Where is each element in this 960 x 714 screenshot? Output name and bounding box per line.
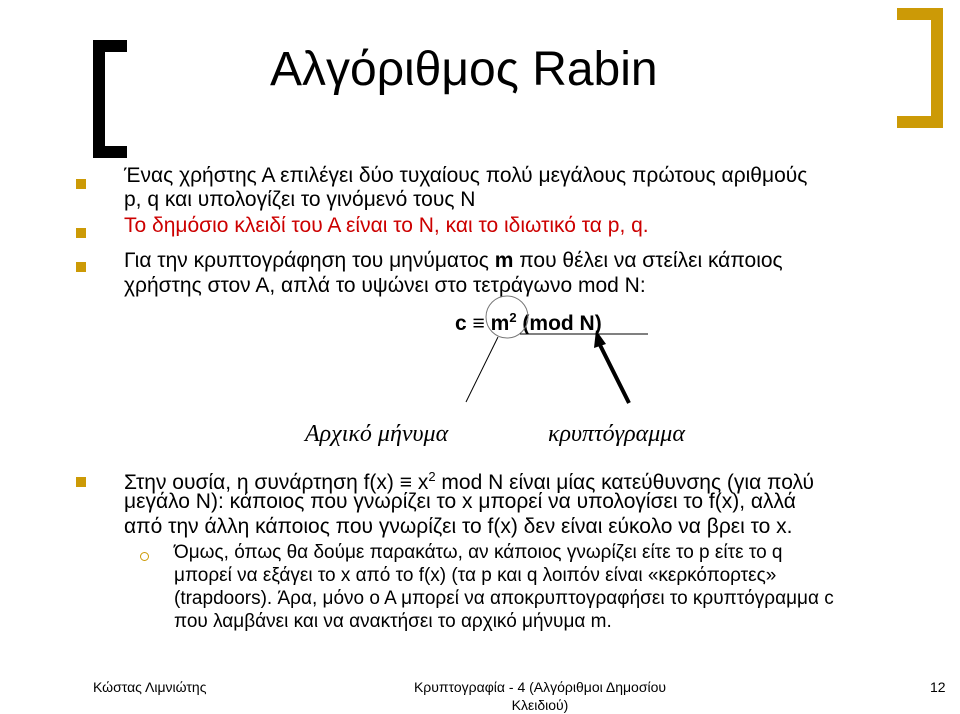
footer-author: Κώστας Λιμνιώτης <box>93 679 207 695</box>
label-original-message: Αρχικό μήνυμα <box>305 421 449 447</box>
sub-bullet-line-2: μπορεί να εξάγει το x από το f(x) (τα p και q λοιπόν είναι «κερκόπορτες» <box>174 565 777 586</box>
bullet-4-text-x: x <box>412 471 429 494</box>
bullet-2-line-1: Το δημόσιο κλειδί του Α είναι το Ν, και το ιδιωτικό τα p, q. <box>124 214 649 237</box>
formula-equiv: ≡ <box>472 312 485 335</box>
bullet-4-line-3: από την άλλη κάποιος που γνωρίζει το f(x) δεν είναι εύκολο να βρει το x. <box>124 515 793 538</box>
arrow-ciphertext-head <box>594 330 606 348</box>
formula-mod: (mod N) <box>522 312 602 335</box>
bullet-4-text-a: Στην ουσία, η συνάρτηση f(x) <box>124 471 400 494</box>
bullet-4-sup: 2 <box>428 469 436 484</box>
footer-course-line-1: Κρυπτογραφία - 4 (Αλγόριθμοι Δημοσίου <box>413 679 667 695</box>
bullet-4-equiv: ≡ <box>399 471 413 494</box>
arrow-original-line <box>466 337 498 402</box>
bullet-marker-4 <box>76 477 86 487</box>
arrow-ciphertext-line <box>600 345 629 403</box>
footer-page-number: 12 <box>930 679 946 695</box>
formula-c: c <box>455 312 467 335</box>
bullet-3-text-c: που θέλει να στείλει κάποιος <box>513 249 783 272</box>
bullet-4-line-2: μεγάλο Ν): κάποιος που γνωρίζει το x μπορεί να υπολογίσει το f(x), αλλά <box>124 490 796 513</box>
sub-bullet-line-1: Όμως, όπως θα δούμε παρακάτω, αν κάποιος γνωρίζει είτε το p είτε το q <box>174 542 783 563</box>
bullet-3-line-2: χρήστης στον Α, απλά το υψώνει στο τετράγωνο mod N: <box>124 274 646 297</box>
highlight-circle <box>486 296 528 338</box>
formula-exponent: 2 <box>509 310 517 325</box>
sub-bullet-line-4: που λαμβάνει και να ανακτήσει το αρχικό μήνυμα m. <box>174 611 612 632</box>
bullet-3-text-m: m <box>494 249 514 272</box>
bullet-1-line-2: p, q και υπολογίζει το γινόμενό τους Ν <box>124 188 476 211</box>
footer-course-line-2: Κλειδιού) <box>511 697 569 713</box>
bullet-1-line-1: Ένας χρήστης Α επιλέγει δύο τυχαίους πολύ μεγάλους πρώτους αριθμούς <box>124 164 808 187</box>
sub-bullet-marker <box>140 552 149 561</box>
label-ciphertext: κρυπτόγραμμα <box>548 421 685 447</box>
bullet-3-text-a: Για την κρυπτογράφηση του μηνύματος <box>124 249 495 272</box>
sub-bullet-line-3: (trapdoors). Άρα, μόνο ο Α μπορεί να αποκρυπτογραφήσει το κρυπτόγραμμα c <box>174 588 834 609</box>
formula-m: m <box>490 312 510 335</box>
bullet-4-text-c: mod N είναι μίας κατεύθυνσης (για πολύ <box>435 471 815 494</box>
slide-title: Αλγόριθμος Rabin <box>270 43 658 96</box>
